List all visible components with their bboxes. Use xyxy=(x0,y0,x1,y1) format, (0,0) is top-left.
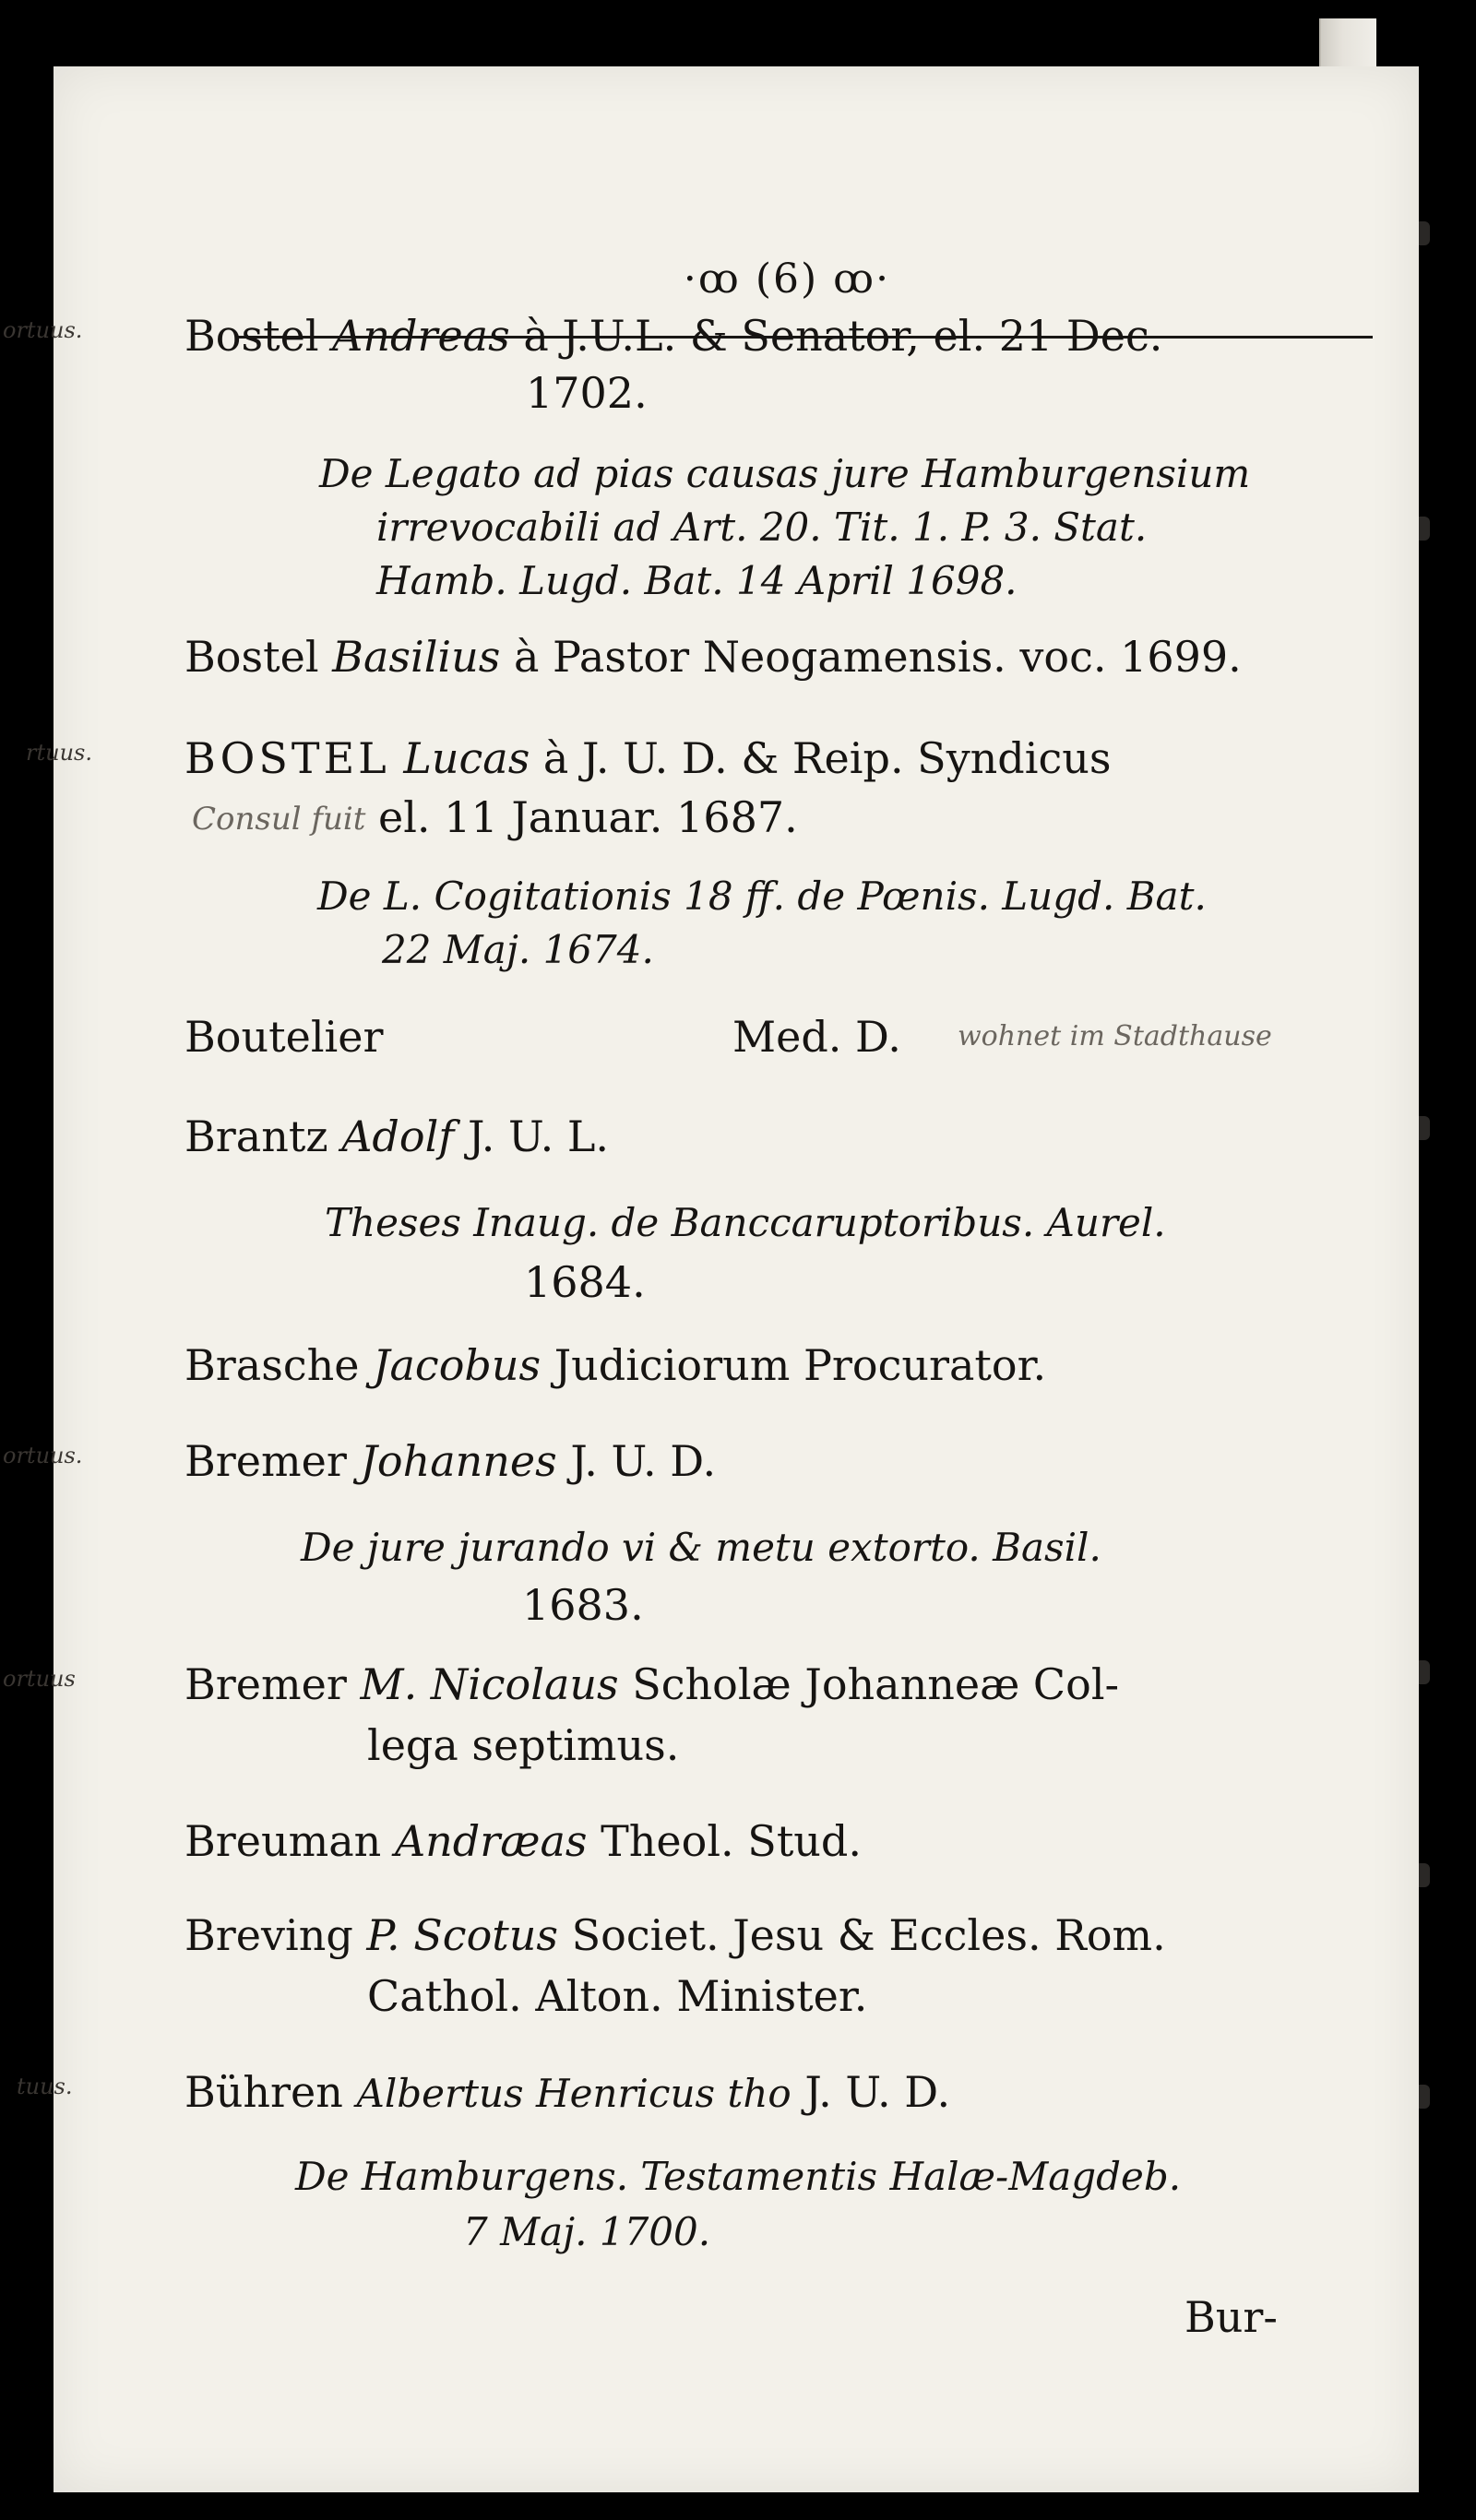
document-page xyxy=(3,66,1419,2492)
entry-continuation: lega septimus. xyxy=(367,1720,680,1770)
dissertation-line: De Legato ad pias causas jure Hamburgensium xyxy=(319,451,1251,496)
entry-surname: Brantz xyxy=(184,1111,328,1161)
margin-note: ortuus. xyxy=(3,317,83,343)
dissertation-line: De Hamburgens. Testamentis Halæ-Magdeb. xyxy=(295,2154,1182,2199)
entry-given-name: Andreas xyxy=(332,311,510,361)
entry-surname: Bühren xyxy=(184,2067,343,2117)
entry-title: Judiciorum Procurator. xyxy=(554,1340,1047,1390)
catchword: Bur- xyxy=(1184,2292,1278,2342)
margin-note: rtuus. xyxy=(26,740,92,766)
dissertation-line: Hamb. Lugd. Bat. 14 April 1698. xyxy=(376,558,1018,603)
entry-line xyxy=(184,1435,716,1487)
dissertation-line: De L. Cogitationis 18 ff. de Pœnis. Lugd. Bat. xyxy=(317,874,1207,919)
margin-note: ortuus xyxy=(3,1666,76,1692)
entry-title: Societ. Jesu & Eccles. Rom. xyxy=(571,1910,1166,1960)
dissertation-line: 22 Maj. 1674. xyxy=(382,927,654,972)
entry-given-name: Lucas xyxy=(403,733,530,783)
entry-surname: Bremer xyxy=(184,1436,347,1486)
handwritten-annotation: Consul fuit xyxy=(192,801,366,838)
entry-surname: Brasche xyxy=(184,1340,360,1390)
entry-surname: Bremer xyxy=(184,1659,347,1709)
entry-title: Med. D. xyxy=(732,1012,901,1062)
entry-line xyxy=(184,1339,1046,1391)
entry-line xyxy=(184,1815,862,1867)
entry-continuation: 1702. xyxy=(526,368,648,418)
entry-line xyxy=(184,1909,1166,1961)
entry-surname: Breving xyxy=(184,1910,353,1960)
entry-title: à J.U.L. & Senator, el. 21 Dec. xyxy=(523,311,1163,361)
entry-title: Scholæ Johanneæ Col- xyxy=(632,1659,1120,1709)
entry-line xyxy=(184,1111,609,1162)
entry-line xyxy=(184,631,1242,683)
entry-given-name: Jacobus xyxy=(373,1340,542,1390)
entry-line xyxy=(184,732,1111,784)
dissertation-line: irrevocabili ad Art. 20. Tit. 1. P. 3. Stat. xyxy=(376,505,1148,550)
entry-given-name: Adolf xyxy=(341,1111,455,1161)
entry-title: J. U. D. xyxy=(804,2067,951,2117)
page-text xyxy=(3,66,1419,2492)
entry-title: J. U. D. xyxy=(570,1436,717,1486)
entry-surname: Boutelier xyxy=(184,1012,384,1062)
entry-title: J. U. L. xyxy=(467,1111,610,1161)
dissertation-line: 1683. xyxy=(522,1580,644,1630)
entry-title: à J. U. D. & Reip. Syndicus xyxy=(542,733,1112,783)
entry-line xyxy=(184,310,1162,362)
entry-surname: Bostel xyxy=(184,311,319,361)
handwritten-annotation: wohnet im Stadthause xyxy=(958,1020,1272,1052)
dissertation-line: De jure jurando vi & metu extorto. Basil. xyxy=(301,1525,1101,1570)
dissertation-line: 7 Maj. 1700. xyxy=(463,2209,711,2254)
entry-line xyxy=(184,2066,950,2120)
entry-given-name: P. Scotus xyxy=(366,1910,558,1960)
entry-given-name: Basilius xyxy=(332,632,501,682)
entry-surname: Breuman xyxy=(184,1816,382,1866)
entry-surname: BOSTEL xyxy=(184,733,390,783)
entry-title: à Pastor Neogamensis. voc. 1699. xyxy=(513,632,1242,682)
entry-continuation: Cathol. Alton. Minister. xyxy=(367,1971,868,2021)
entry-given-name: Andræas xyxy=(394,1816,588,1866)
entry-surname: Bostel xyxy=(184,632,319,682)
entry-line xyxy=(184,1658,1119,1710)
margin-note: ortuus. xyxy=(3,1443,83,1468)
entry-continuation: el. 11 Januar. 1687. xyxy=(378,792,798,842)
entry-given-name: Albertus Henricus tho xyxy=(356,2071,792,2116)
entry-title: Theol. Stud. xyxy=(601,1816,862,1866)
page-header: ·ꝏ (6) ꝏ· xyxy=(683,256,891,303)
entry-given-name: Johannes xyxy=(360,1436,557,1486)
entry-given-name: M. Nicolaus xyxy=(360,1659,619,1709)
entry-line xyxy=(184,1011,383,1063)
margin-note: tuus. xyxy=(17,2074,73,2099)
dissertation-line: Theses Inaug. de Banccaruptoribus. Aurel. xyxy=(325,1200,1166,1245)
dissertation-line: 1684. xyxy=(524,1257,646,1307)
